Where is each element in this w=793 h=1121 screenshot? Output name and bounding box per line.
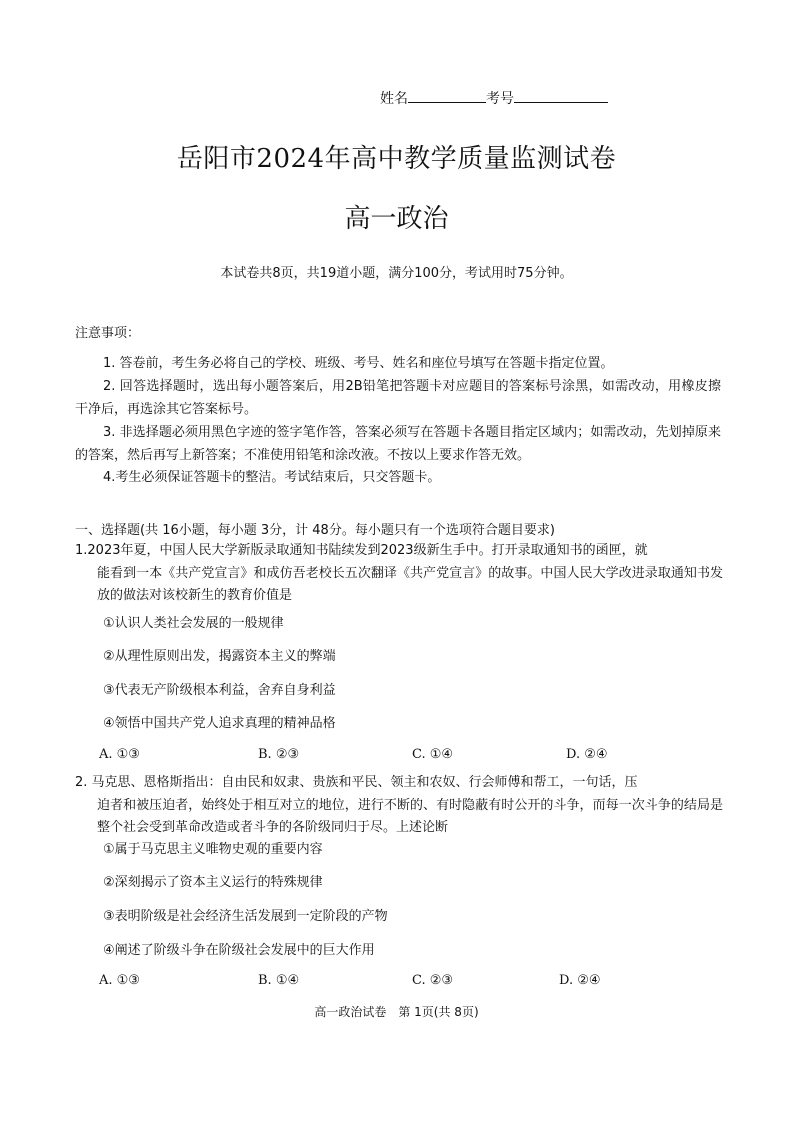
question-2-stem — [75, 772, 723, 840]
question-1-choice-b[interactable]: B. ②③ — [258, 747, 300, 762]
notice-item: 2. 回答选择题时，选出每小题答案后，用2B铅笔把答题卡对应题目的答案标号涂黑，如需改动，用橡皮擦干净后，再选涂其它答案标号。 — [75, 379, 721, 417]
name-exam-line — [380, 88, 608, 108]
question-1-statement-2: ②从理性原则出发，揭露资本主义的弊端 — [103, 649, 336, 664]
exam-no-label: 考号 — [486, 91, 514, 107]
notice-item: 4.考生必须保证答题卡的整洁。考试结束后，只交答题卡。 — [103, 470, 441, 485]
question-2-choice-b[interactable]: B. ①④ — [258, 973, 300, 988]
exam-intro: 本试卷共8页，共19道小题，满分100分，考试用时75分钟。 — [220, 266, 573, 281]
question-2-statement-3: ③表明阶级是社会经济生活发展到一定阶段的产物 — [103, 909, 388, 924]
page-footer: 高一政治试卷 第 1页(共 8页) — [314, 1005, 479, 1019]
question-1-statement-4: ④领悟中国共产党人追求真理的精神品格 — [103, 716, 336, 731]
question-2-statement-1: ①属于马克思主义唯物史观的重要内容 — [103, 842, 323, 857]
question-1-statement-3: ③代表无产阶级根本利益，舍弃自身利益 — [103, 683, 336, 698]
question-1-stem-rest: 能看到一本《共产党宣言》和成仿吾老校长五次翻译《共产党宣言》的故事。中国人民大学改进录取通知书发放的做法对该校新生的教育价值是 — [97, 565, 723, 603]
question-2-statement-4: ④阐述了阶级斗争在阶级社会发展中的巨大作用 — [103, 943, 375, 958]
notice-title: 注意事项： — [75, 326, 141, 341]
question-1-stem — [75, 540, 723, 608]
question-2-stem-first: 2. 马克思、恩格斯指出：自由民和奴隶、贵族和平民、领主和农奴、行会师傅和帮工，一句话，压 — [75, 775, 638, 790]
notice-item: 3. 非选择题必须用黑色字迹的签字笔作答，答案必须写在答题卡各题目指定区域内；如需改动，先划掉原来的答案，然后再写上新答案；不准使用铅笔和涂改液。不按以上要求作答无效。 — [75, 425, 721, 463]
question-2-choice-d[interactable]: D. ②④ — [559, 973, 601, 988]
question-1-choice-a[interactable]: A. ①③ — [99, 747, 140, 762]
exam-title: 岳阳市2024年高中教学质量监测试卷 — [176, 144, 617, 174]
question-2-choice-c[interactable]: C. ②③ — [412, 973, 454, 988]
section-title: 一、选择题(共 16小题，每小题 3分，计 48分。每小题只有一个选项符合题目要求) — [75, 523, 555, 538]
exam-subtitle: 高一政治 — [344, 204, 449, 234]
notice-item: 1. 答卷前，考生务必将自己的学校、班级、考号、姓名和座位号填写在答题卡指定位置。 — [103, 356, 614, 371]
question-1-statement-1: ①认识人类社会发展的一般规律 — [103, 616, 284, 631]
name-label: 姓名 — [380, 91, 408, 107]
question-2-stem-rest: 迫者和被压迫者，始终处于相互对立的地位，进行不断的、有时隐蔽有时公开的斗争，而每一次斗争的结局是整个社会受到革命改造或者斗争的各阶级同归于尽。上述论断 — [97, 797, 723, 835]
question-1-choice-d[interactable]: D. ②④ — [566, 747, 608, 762]
question-2-choice-a[interactable]: A. ①③ — [99, 973, 140, 988]
name-blank[interactable] — [408, 88, 486, 103]
question-1-stem-first: 1.2023年夏，中国人民大学新版录取通知书陆续发到2023级新生手中。打开录取通知书的函匣，就 — [75, 543, 648, 558]
exam-no-blank[interactable] — [514, 88, 608, 103]
question-2-statement-2: ②深刻揭示了资本主义运行的特殊规律 — [103, 875, 323, 890]
question-1-choice-c[interactable]: C. ①④ — [412, 747, 454, 762]
